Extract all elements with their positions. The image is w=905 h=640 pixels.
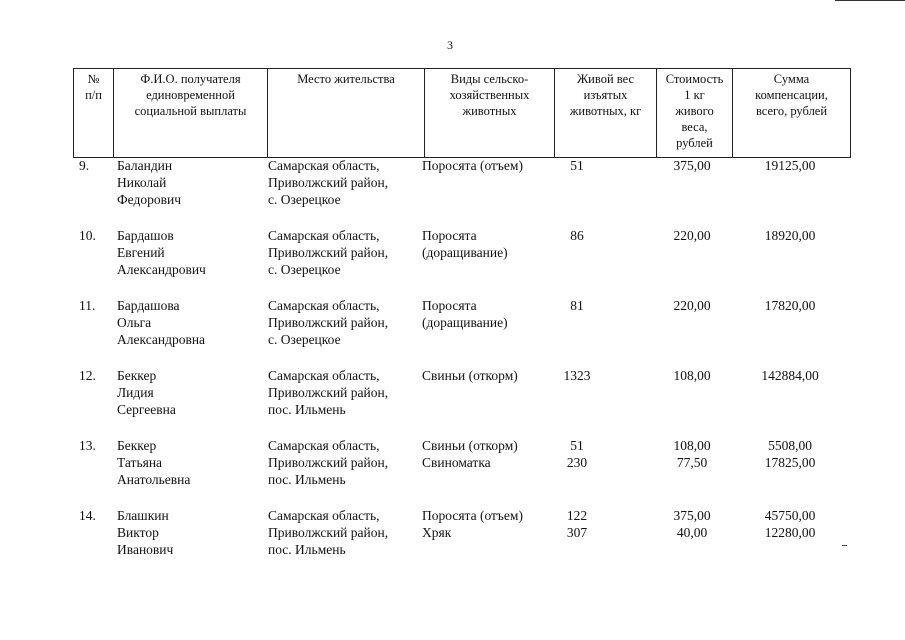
residence: Самарская область, Приволжский район, пос. Ильмень	[268, 508, 389, 557]
live-weight: 122 307	[566, 508, 588, 540]
animal-type: Поросята (доращивание)	[422, 228, 508, 260]
price-per-kg: 220,00	[673, 228, 711, 243]
residence: Самарская область, Приволжский район, с. Озерецкое	[268, 298, 389, 347]
live-weight: 51	[570, 158, 584, 173]
recipient-name: Баландин Николай Федорович	[117, 158, 181, 207]
animal-type: Поросята (отъем)	[422, 158, 523, 173]
price-per-kg: 375,00	[673, 158, 711, 173]
header-place: Место жительства	[268, 69, 425, 158]
compensation-sum: 45750,00 12280,00	[764, 508, 816, 540]
header-fio: Ф.И.О. получателя единовременной социальной выплаты	[114, 69, 268, 158]
compensation-sum: 5508,00 17825,00	[764, 438, 816, 470]
row-number: 13.	[79, 438, 96, 453]
price-per-kg: 108,00	[673, 368, 711, 383]
table-row	[73, 157, 853, 227]
compensation-sum: 18920,00	[764, 228, 816, 243]
header-weight: Живой вес изъятых животных, кг	[555, 69, 657, 158]
row-number: 12.	[79, 368, 96, 383]
residence: Самарская область, Приволжский район, с. Озерецкое	[268, 158, 389, 207]
compensation-sum: 142884,00	[761, 368, 819, 383]
live-weight: 86	[570, 228, 584, 243]
header-price: Стоимость 1 кг живого веса, рублей	[657, 69, 733, 158]
scan-mark	[842, 545, 847, 546]
animal-type: Поросята (отъем) Хряк	[422, 508, 523, 540]
compensation-sum: 17820,00	[764, 298, 816, 313]
residence: Самарская область, Приволжский район, пос. Ильмень	[268, 438, 389, 487]
row-number: 9.	[79, 158, 90, 173]
recipient-name: Блашкин Виктор Иванович	[117, 508, 174, 557]
price-per-kg: 220,00	[673, 298, 711, 313]
live-weight: 81	[570, 298, 584, 313]
row-number: 11.	[79, 298, 96, 313]
recipient-name: Беккер Лидия Сергеевна	[117, 368, 176, 417]
recipient-name: Бардашов Евгений Александрович	[117, 228, 206, 277]
table-row	[73, 227, 853, 297]
page-number: 3	[447, 38, 453, 52]
header-num: № п/п	[74, 69, 114, 158]
table-row	[73, 437, 853, 507]
live-weight: 51 230	[566, 438, 588, 470]
header-type: Виды сельско- хозяйственных животных	[425, 69, 555, 158]
recipient-name: Беккер Татьяна Анатольевна	[117, 438, 191, 487]
row-number: 10.	[79, 228, 96, 243]
residence: Самарская область, Приволжский район, пос. Ильмень	[268, 368, 389, 417]
residence: Самарская область, Приволжский район, с. Озерецкое	[268, 228, 389, 277]
recipient-name: Бардашова Ольга Александровна	[117, 298, 206, 347]
price-per-kg: 375,00 40,00	[673, 508, 711, 540]
animal-type: Свиньи (откорм)	[422, 368, 518, 383]
table-header	[73, 68, 851, 158]
row-number: 14.	[79, 508, 96, 523]
live-weight: 1323	[563, 368, 591, 383]
header-sum: Сумма компенсации, всего, рублей	[733, 69, 851, 158]
compensation-sum: 19125,00	[764, 158, 816, 173]
table-row	[73, 297, 853, 367]
table-row	[73, 367, 853, 437]
corner-mark	[835, 0, 905, 4]
animal-type: Свиньи (откорм) Свиноматка	[422, 438, 518, 470]
animal-type: Поросята (доращивание)	[422, 298, 508, 330]
price-per-kg: 108,00 77,50	[673, 438, 711, 470]
table-row	[73, 507, 853, 577]
